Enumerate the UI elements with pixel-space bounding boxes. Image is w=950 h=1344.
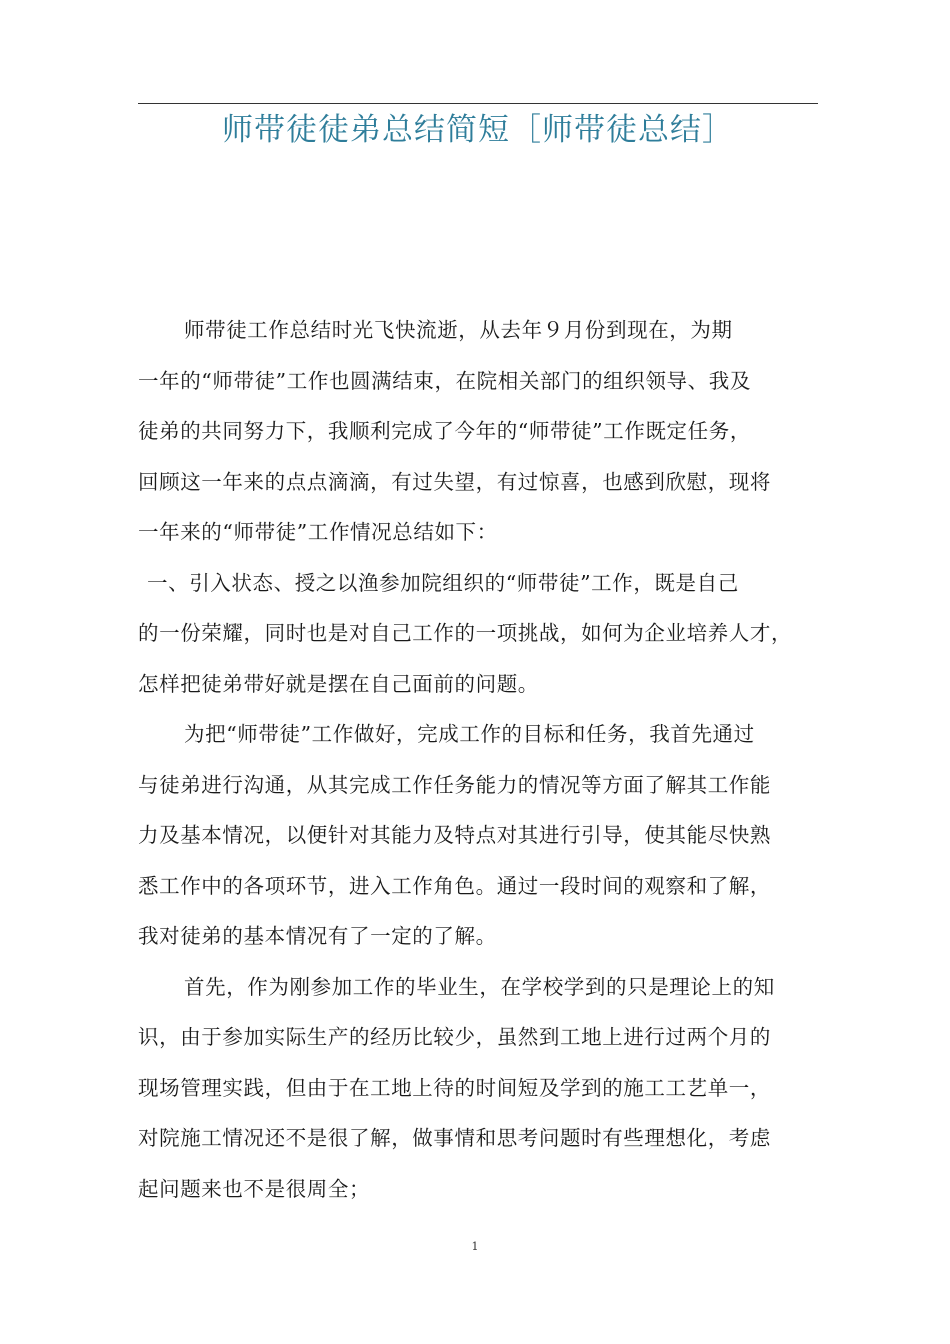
text-line: 力及基本情况，以便针对其能力及特点对其进行引导，使其能尽快熟 <box>138 823 771 847</box>
text-line: 首先，作为刚参加工作的毕业生，在学校学到的只是理论上的知 <box>184 974 775 999</box>
text-line: 一年的“师带徒”工作也圆满结束，在院相关部门的组织领导、我及 <box>138 368 751 393</box>
document-body <box>138 305 818 1214</box>
header-rule <box>138 103 818 104</box>
paragraph-4 <box>138 962 818 1215</box>
text-line: 为把“师带徒”工作做好，完成工作的目标和任务，我首先通过 <box>184 722 755 746</box>
text-line: 师带徒工作总结时光飞快流逝，从去年９月份到现在，为期 <box>184 318 733 342</box>
text-line: 识，由于参加实际生产的经历比较少，虽然到工地上进行过两个月的 <box>138 1025 771 1049</box>
text-line: 回顾这一年来的点点滴滴，有过失望，有过惊喜，也感到欣慰，现将 <box>138 469 771 494</box>
paragraph-1 <box>138 305 818 558</box>
text-line: 起问题来也不是很周全； <box>138 1176 371 1201</box>
text-line: 现场管理实践，但由于在工地上待的时间短及学到的施工工艺单一， <box>138 1075 771 1100</box>
text-line: 一年来的“师带徒”工作情况总结如下： <box>138 520 498 544</box>
text-line: 徒弟的共同努力下，我顺利完成了今年的“师带徒”工作既定任务， <box>138 419 751 443</box>
page-number: 1 <box>471 1240 479 1253</box>
text-line: 一、引入状态、授之以渔参加院组织的“师带徒”工作，既是自己 <box>147 570 739 595</box>
paragraph-2 <box>138 558 818 710</box>
text-line: 对院施工情况还不是很了解，做事情和思考问题时有些理想化，考虑 <box>138 1126 771 1150</box>
document-title: 师带徒徒弟总结简短［师带徒总结］ <box>222 112 734 148</box>
text-line: 悉工作中的各项环节，进入工作角色。通过一段时间的观察和了解， <box>138 873 771 898</box>
paragraph-3 <box>138 709 818 962</box>
text-line: 的一份荣耀，同时也是对自己工作的一项挑战，如何为企业培养人才， <box>138 621 793 645</box>
text-line: 我对徒弟的基本情况有了一定的了解。 <box>138 924 497 948</box>
text-line: 怎样把徒弟带好就是摆在自己面前的问题。 <box>138 671 539 696</box>
text-line: 与徒弟进行沟通，从其完成工作任务能力的情况等方面了解其工作能 <box>138 772 771 797</box>
